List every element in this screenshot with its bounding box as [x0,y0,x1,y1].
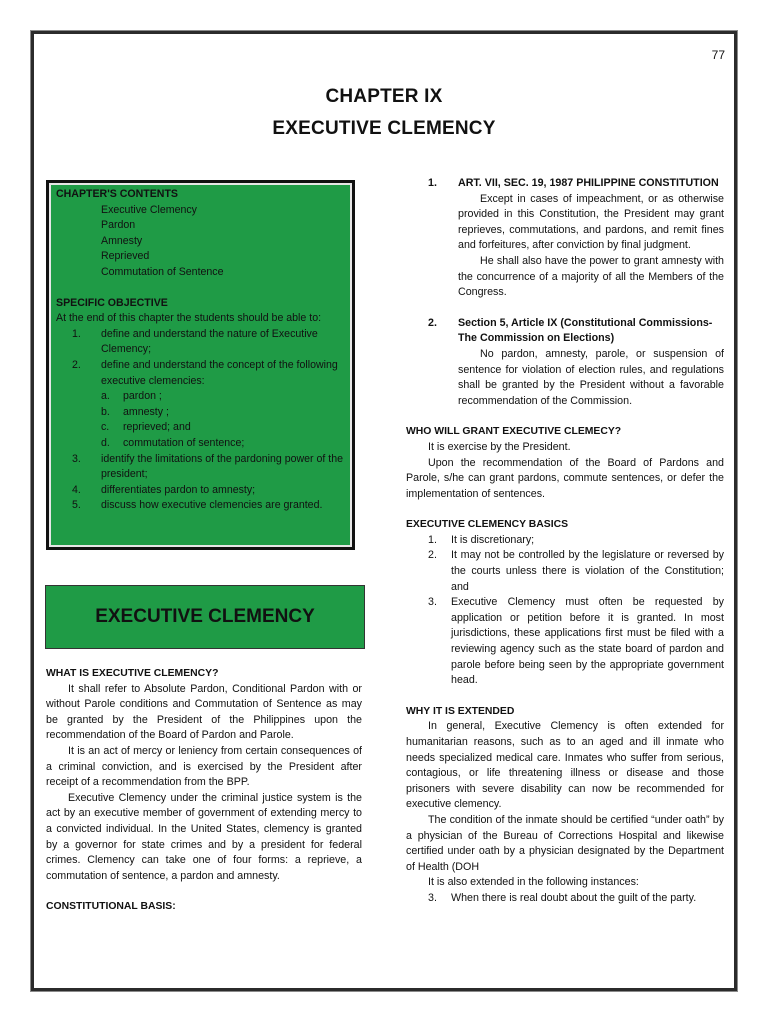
page-number: 77 [711,48,725,62]
section-heading: CONSTITUTIONAL BASIS: [46,901,176,913]
basis-number: 1. [428,177,437,189]
chapter-number: CHAPTER IX [325,86,443,107]
contents-item: Amnesty [101,234,143,247]
list-text: Executive Clemency must often be requested by application or petition before it is granted. In most jurisdictions, these applications first must be filed with a reviewing agency such as the state board of pardon and parole before being seen by the appropriate government head. [451,596,724,687]
paragraph: Upon the recommendation of the Board of Pardons and Parole, s/he can grant pardons, commute sentences, or defer the implementation of sentences. [406,456,724,500]
objective-subitem [56,420,346,436]
contents-item: Commutation of Sentence [101,265,224,278]
objective-subitem [56,436,346,452]
objective-item [56,327,346,358]
paragraph: It is an act of mercy or leniency from certain consequences of a criminal conviction, and is exercised by the President after receipt of a recommendation from the BPP. [46,744,362,789]
objective-item [56,483,346,499]
paragraph: He shall also have the power to grant amnesty with the concurrence of a majority of all the Members of the Congress. [458,254,724,299]
paragraph: It is exercise by the President. [428,440,571,453]
contents-item: Executive Clemency [101,203,197,216]
basis-number: 2. [428,316,437,329]
subitem-text: amnesty ; [123,405,169,418]
list-text: It is discretionary; [451,533,535,546]
objective-number: 5. [72,499,81,512]
subitem-text: pardon ; [123,390,162,403]
section-heading: WHAT IS EXECUTIVE CLEMENCY? [46,668,219,679]
contents-heading: CHAPTER'S CONTENTS [56,188,178,200]
list-number: 1. [428,533,437,546]
subitem-letter: a. [101,390,110,403]
objective-text: differentiates pardon to amnesty; [101,483,256,496]
contents-item: Reprieved [101,250,150,263]
chapter-contents-box [46,180,355,550]
list-item [406,533,724,549]
basis-title: Section 5, Article IX (Constitutional Commissions- The Commission on Elections) [458,316,713,345]
paragraph: Executive Clemency under the criminal justice system is the act by an executive member of government of extending mercy to a convicted individual. In the United States, clemency is granted by a governor for state crimes and by a president for federal crimes. Clemency can take one of four forms: a reprieve, a commutation of sentence, a pardon and amnesty. [46,791,362,882]
subitem-letter: b. [101,405,110,418]
objective-number: 2. [72,358,81,371]
left-column [46,666,362,915]
list-item [406,891,724,907]
paragraph: The condition of the inmate should be certified “under oath” by a physician of the Bureau of Corrections Hospital and likewise certified under oath by a physician designated by the Department of Health (DOH [406,813,724,873]
document-page [31,31,737,991]
right-column [406,176,724,907]
list-number: 2. [428,549,437,562]
basis-title: ART. VII, SEC. 19, 1987 PHILIPPINE CONSTITUTION [458,177,719,189]
objective-number: 3. [72,452,81,465]
chapter-title: EXECUTIVE CLEMENCY [272,118,496,139]
section-banner: EXECUTIVE CLEMENCY [45,585,365,649]
objective-subitem [56,389,346,405]
list-item [406,548,724,595]
contents-item: Pardon [101,219,136,232]
section-heading: WHO WILL GRANT EXECUTIVE CLEMECY? [406,426,622,438]
list-text: It may not be controlled by the legislature or reversed by the courts unless there is violation of the Constitution; and [451,549,724,593]
section-heading: EXECUTIVE CLEMENCY BASICS [406,519,569,531]
objective-text: define and understand the concept of the following executive clemencies: [101,358,338,387]
objective-subitem [56,405,346,421]
list-item [406,595,724,689]
paragraph: Except in cases of impeachment, or as otherwise provided in this Constitution, the President may grant reprieves, commutations, and pardons, and remit fines and forfeitures, after conviction by final judgment. [458,192,724,252]
objective-text: discuss how executive clemencies are granted. [101,499,323,512]
objective-text: define and understand the nature of Executive Clemency; [101,327,318,356]
subitem-letter: c. [101,421,110,434]
basis-item-heading [406,176,724,192]
subitem-text: commutation of sentence; [123,436,245,449]
paragraph: No pardon, amnesty, parole, or suspension of sentence for violation of election rules, and regulations shall be granted by the President without a favorable recommendation of the Commission. [458,347,724,407]
subitem-text: reprieved; and [123,421,191,434]
list-number: 3. [428,596,437,609]
paragraph: In general, Executive Clemency is often extended for humanitarian reasons, such as to an aged and ill inmate who needs specialized medical care. Inmates who suffer from serious, contagious, or life threatening illness or disease and those prisoners with severe disability can now be recommended for executive clemency. [406,720,724,811]
list-text: When there is real doubt about the guilt of the party. [451,891,697,904]
objective-item [56,452,346,483]
objective-item [56,358,346,389]
objective-number: 4. [72,483,81,496]
section-heading: WHY IT IS EXTENDED [406,705,515,717]
paragraph: It is also extended in the following instances: [428,876,639,889]
paragraph: It shall refer to Absolute Pardon, Conditional Pardon with or without Parole conditions and Commutation of Sentence as may be granted by the President of the Philippines upon the recommendation of the Board of Pardon and Parole. [46,682,362,742]
objective-item [56,498,346,514]
objective-heading: SPECIFIC OBJECTIVE [56,296,168,309]
objective-number: 1. [72,327,81,340]
subitem-letter: d. [101,436,110,449]
objective-text: identify the limitations of the pardoning power of the president; [101,452,344,481]
list-number: 3. [428,891,437,904]
basis-item-heading [406,316,724,347]
objective-intro: At the end of this chapter the students should be able to: [56,312,322,325]
